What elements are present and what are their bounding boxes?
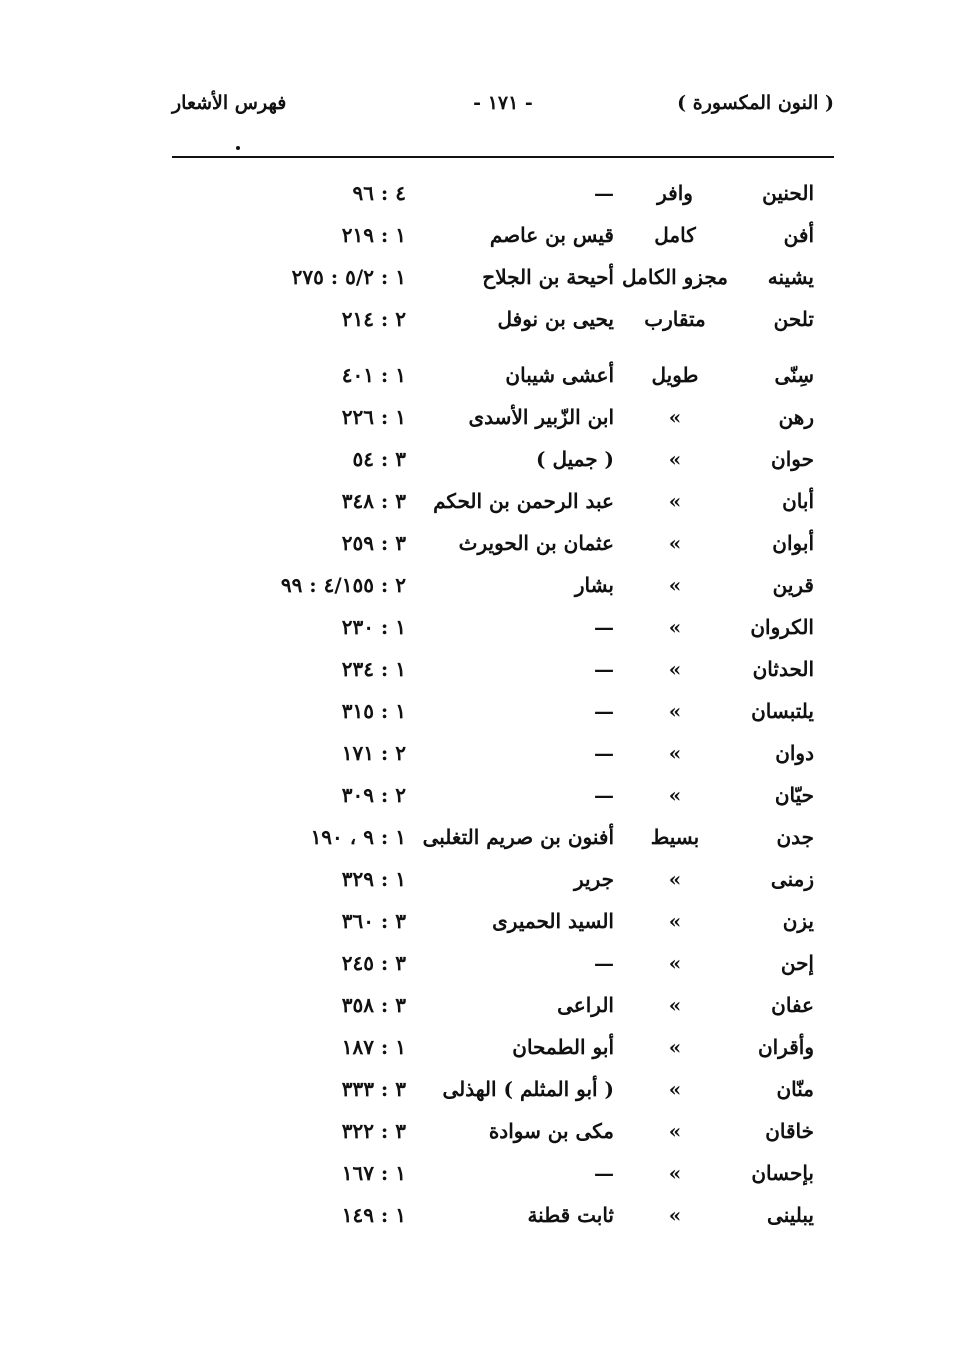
meter: » xyxy=(668,909,682,933)
rhyme-word: بإحسان xyxy=(751,1161,814,1185)
reference: ١ : ١٨٧ xyxy=(341,1035,406,1059)
meter: » xyxy=(668,615,682,639)
poet: ( أبو المثلم ) الهذلى xyxy=(442,1077,614,1101)
rhyme-word: يبلينى xyxy=(767,1203,814,1227)
index-row xyxy=(0,1110,954,1152)
poet: أفنون بن صريم التغلبى xyxy=(422,825,614,849)
rhyme-word: الكروان xyxy=(750,615,814,639)
rhyme-word: يشينه xyxy=(767,265,814,289)
index-row xyxy=(0,438,954,480)
poet: أحيحة بن الجلاح xyxy=(482,265,614,289)
index-row xyxy=(0,648,954,690)
meter: » xyxy=(668,783,682,807)
meter: » xyxy=(668,657,682,681)
poet: — xyxy=(594,657,614,681)
index-row xyxy=(0,1068,954,1110)
reference: ١ : ٣٢٩ xyxy=(341,867,406,891)
header-rule xyxy=(172,156,834,158)
index-title: فهرس الأشعار xyxy=(172,92,287,114)
meter: » xyxy=(668,531,682,555)
reference: ٢ : ٤/١٥٥ : ٩٩ xyxy=(280,573,406,597)
poet: الراعى xyxy=(557,993,614,1017)
index-row xyxy=(0,942,954,984)
meter: مجزو الكامل xyxy=(622,265,728,289)
reference: ٣ : ٣٦٠ xyxy=(341,909,406,933)
rhyme-word: دوان xyxy=(775,741,814,765)
poet: مكى بن سوادة xyxy=(488,1119,614,1143)
meter: » xyxy=(668,993,682,1017)
rhyme-word: يلتبسان xyxy=(751,699,814,723)
rhyme-word: حوان xyxy=(771,447,814,471)
rhyme-word: رهن xyxy=(778,405,814,429)
meter: » xyxy=(668,447,682,471)
index-row xyxy=(0,354,954,396)
reference: ١ : ٢٣٠ xyxy=(341,615,406,639)
index-row xyxy=(0,172,954,214)
index-row xyxy=(0,214,954,256)
poet: السيد الحميرى xyxy=(492,909,614,933)
rhyme-word: قرين xyxy=(772,573,814,597)
rhyme-word: تلحن xyxy=(773,307,814,331)
index-row xyxy=(0,256,954,298)
rhyme-word: الحنين xyxy=(762,181,814,205)
poet: عبد الرحمن بن الحكم xyxy=(433,489,614,513)
poet: أبو الطمحان xyxy=(512,1035,614,1059)
rhyme-word: وأقران xyxy=(757,1035,814,1059)
rhyme-word: خاقان xyxy=(765,1119,814,1143)
poet: — xyxy=(594,1161,614,1185)
poet: — xyxy=(594,181,614,205)
meter: طويل xyxy=(651,363,699,387)
poet: — xyxy=(594,615,614,639)
rhyme-word: أبان xyxy=(782,489,814,513)
reference: ١ : ١٦٧ xyxy=(341,1161,406,1185)
index-row xyxy=(0,606,954,648)
poet: عثمان بن الحويرث xyxy=(458,531,614,555)
poet: أعشى شيبان xyxy=(505,363,614,387)
meter: » xyxy=(668,1203,682,1227)
reference: ٣ : ٢٥٩ xyxy=(341,531,406,555)
index-row xyxy=(0,1026,954,1068)
index-row xyxy=(0,732,954,774)
rhyme-word: الحدثان xyxy=(752,657,814,681)
rhyme-word: زمنى xyxy=(770,867,814,891)
index-table xyxy=(0,172,954,1236)
meter: » xyxy=(668,741,682,765)
reference: ١ : ٣١٥ xyxy=(341,699,406,723)
meter: » xyxy=(668,1119,682,1143)
poet: قيس بن عاصم xyxy=(489,223,614,247)
reference: ١ : ٩ ، ١٩٠ xyxy=(310,825,406,849)
reference: ٢ : ٣٠٩ xyxy=(341,783,406,807)
index-row xyxy=(0,774,954,816)
reference: ٤ : ٩٦ xyxy=(352,181,406,205)
index-row xyxy=(0,816,954,858)
index-row xyxy=(0,564,954,606)
rhyme-word: منّان xyxy=(776,1077,814,1101)
header-dot xyxy=(236,146,240,150)
index-row xyxy=(0,1194,954,1236)
reference: ٢ : ٢١٤ xyxy=(341,307,406,331)
poet: — xyxy=(594,951,614,975)
index-row xyxy=(0,1152,954,1194)
reference: ١ : ٢٣٤ xyxy=(341,657,406,681)
reference: ٣ : ٢٤٥ xyxy=(341,951,406,975)
rhyme-word: إحن xyxy=(780,951,814,975)
poet: ابن الزّبير الأسدى xyxy=(468,405,614,429)
index-row xyxy=(0,522,954,564)
meter: » xyxy=(668,489,682,513)
index-row xyxy=(0,858,954,900)
reference: ١ : ٢١٩ xyxy=(341,223,406,247)
rhyme-word: يزن xyxy=(782,909,814,933)
reference: ١ : ٤٠١ xyxy=(341,363,406,387)
reference: ٣ : ٥٤ xyxy=(352,447,406,471)
meter: كامل xyxy=(654,223,696,247)
index-row xyxy=(0,396,954,438)
reference: ١ : ١٤٩ xyxy=(341,1203,406,1227)
index-row xyxy=(0,690,954,732)
reference: ٣ : ٣٣٣ xyxy=(341,1077,406,1101)
poet: يحيى بن نوفل xyxy=(497,307,614,331)
meter: » xyxy=(668,1161,682,1185)
meter: متقارب xyxy=(644,307,706,331)
rhyme-word: أبوان xyxy=(772,531,814,555)
page-number: - ١٧١ - xyxy=(473,92,533,114)
page-header xyxy=(172,92,834,132)
reference: ٢ : ١٧١ xyxy=(341,741,406,765)
rhyme-word: أفن xyxy=(783,223,814,247)
poet: بشار xyxy=(574,573,614,597)
reference: ٣ : ٣٤٨ xyxy=(341,489,406,513)
index-row xyxy=(0,298,954,340)
poet: جرير xyxy=(574,867,614,891)
rhyme-word: حيّان xyxy=(774,783,814,807)
rhyme-word: جدن xyxy=(776,825,814,849)
index-row xyxy=(0,984,954,1026)
poet: ( جميل ) xyxy=(536,447,614,471)
poet: — xyxy=(594,699,614,723)
rhyme-word: عفان xyxy=(771,993,814,1017)
meter: بسيط xyxy=(650,825,700,849)
meter: » xyxy=(668,405,682,429)
meter: وافر xyxy=(657,181,693,205)
poet: — xyxy=(594,783,614,807)
meter: » xyxy=(668,1077,682,1101)
poet: — xyxy=(594,741,614,765)
meter: » xyxy=(668,699,682,723)
meter: » xyxy=(668,867,682,891)
index-row xyxy=(0,900,954,942)
section-title: ( النون المكسورة ) xyxy=(677,92,834,114)
reference: ٣ : ٣٢٢ xyxy=(341,1119,406,1143)
meter: » xyxy=(668,1035,682,1059)
meter: » xyxy=(668,573,682,597)
meter: » xyxy=(668,951,682,975)
reference: ١ : ٥/٢ : ٢٧٥ xyxy=(291,265,406,289)
reference: ٣ : ٣٥٨ xyxy=(341,993,406,1017)
reference: ١ : ٢٢٦ xyxy=(341,405,406,429)
poet: ثابت قطنة xyxy=(527,1203,614,1227)
rhyme-word: سِنّى xyxy=(774,363,814,387)
index-row xyxy=(0,480,954,522)
